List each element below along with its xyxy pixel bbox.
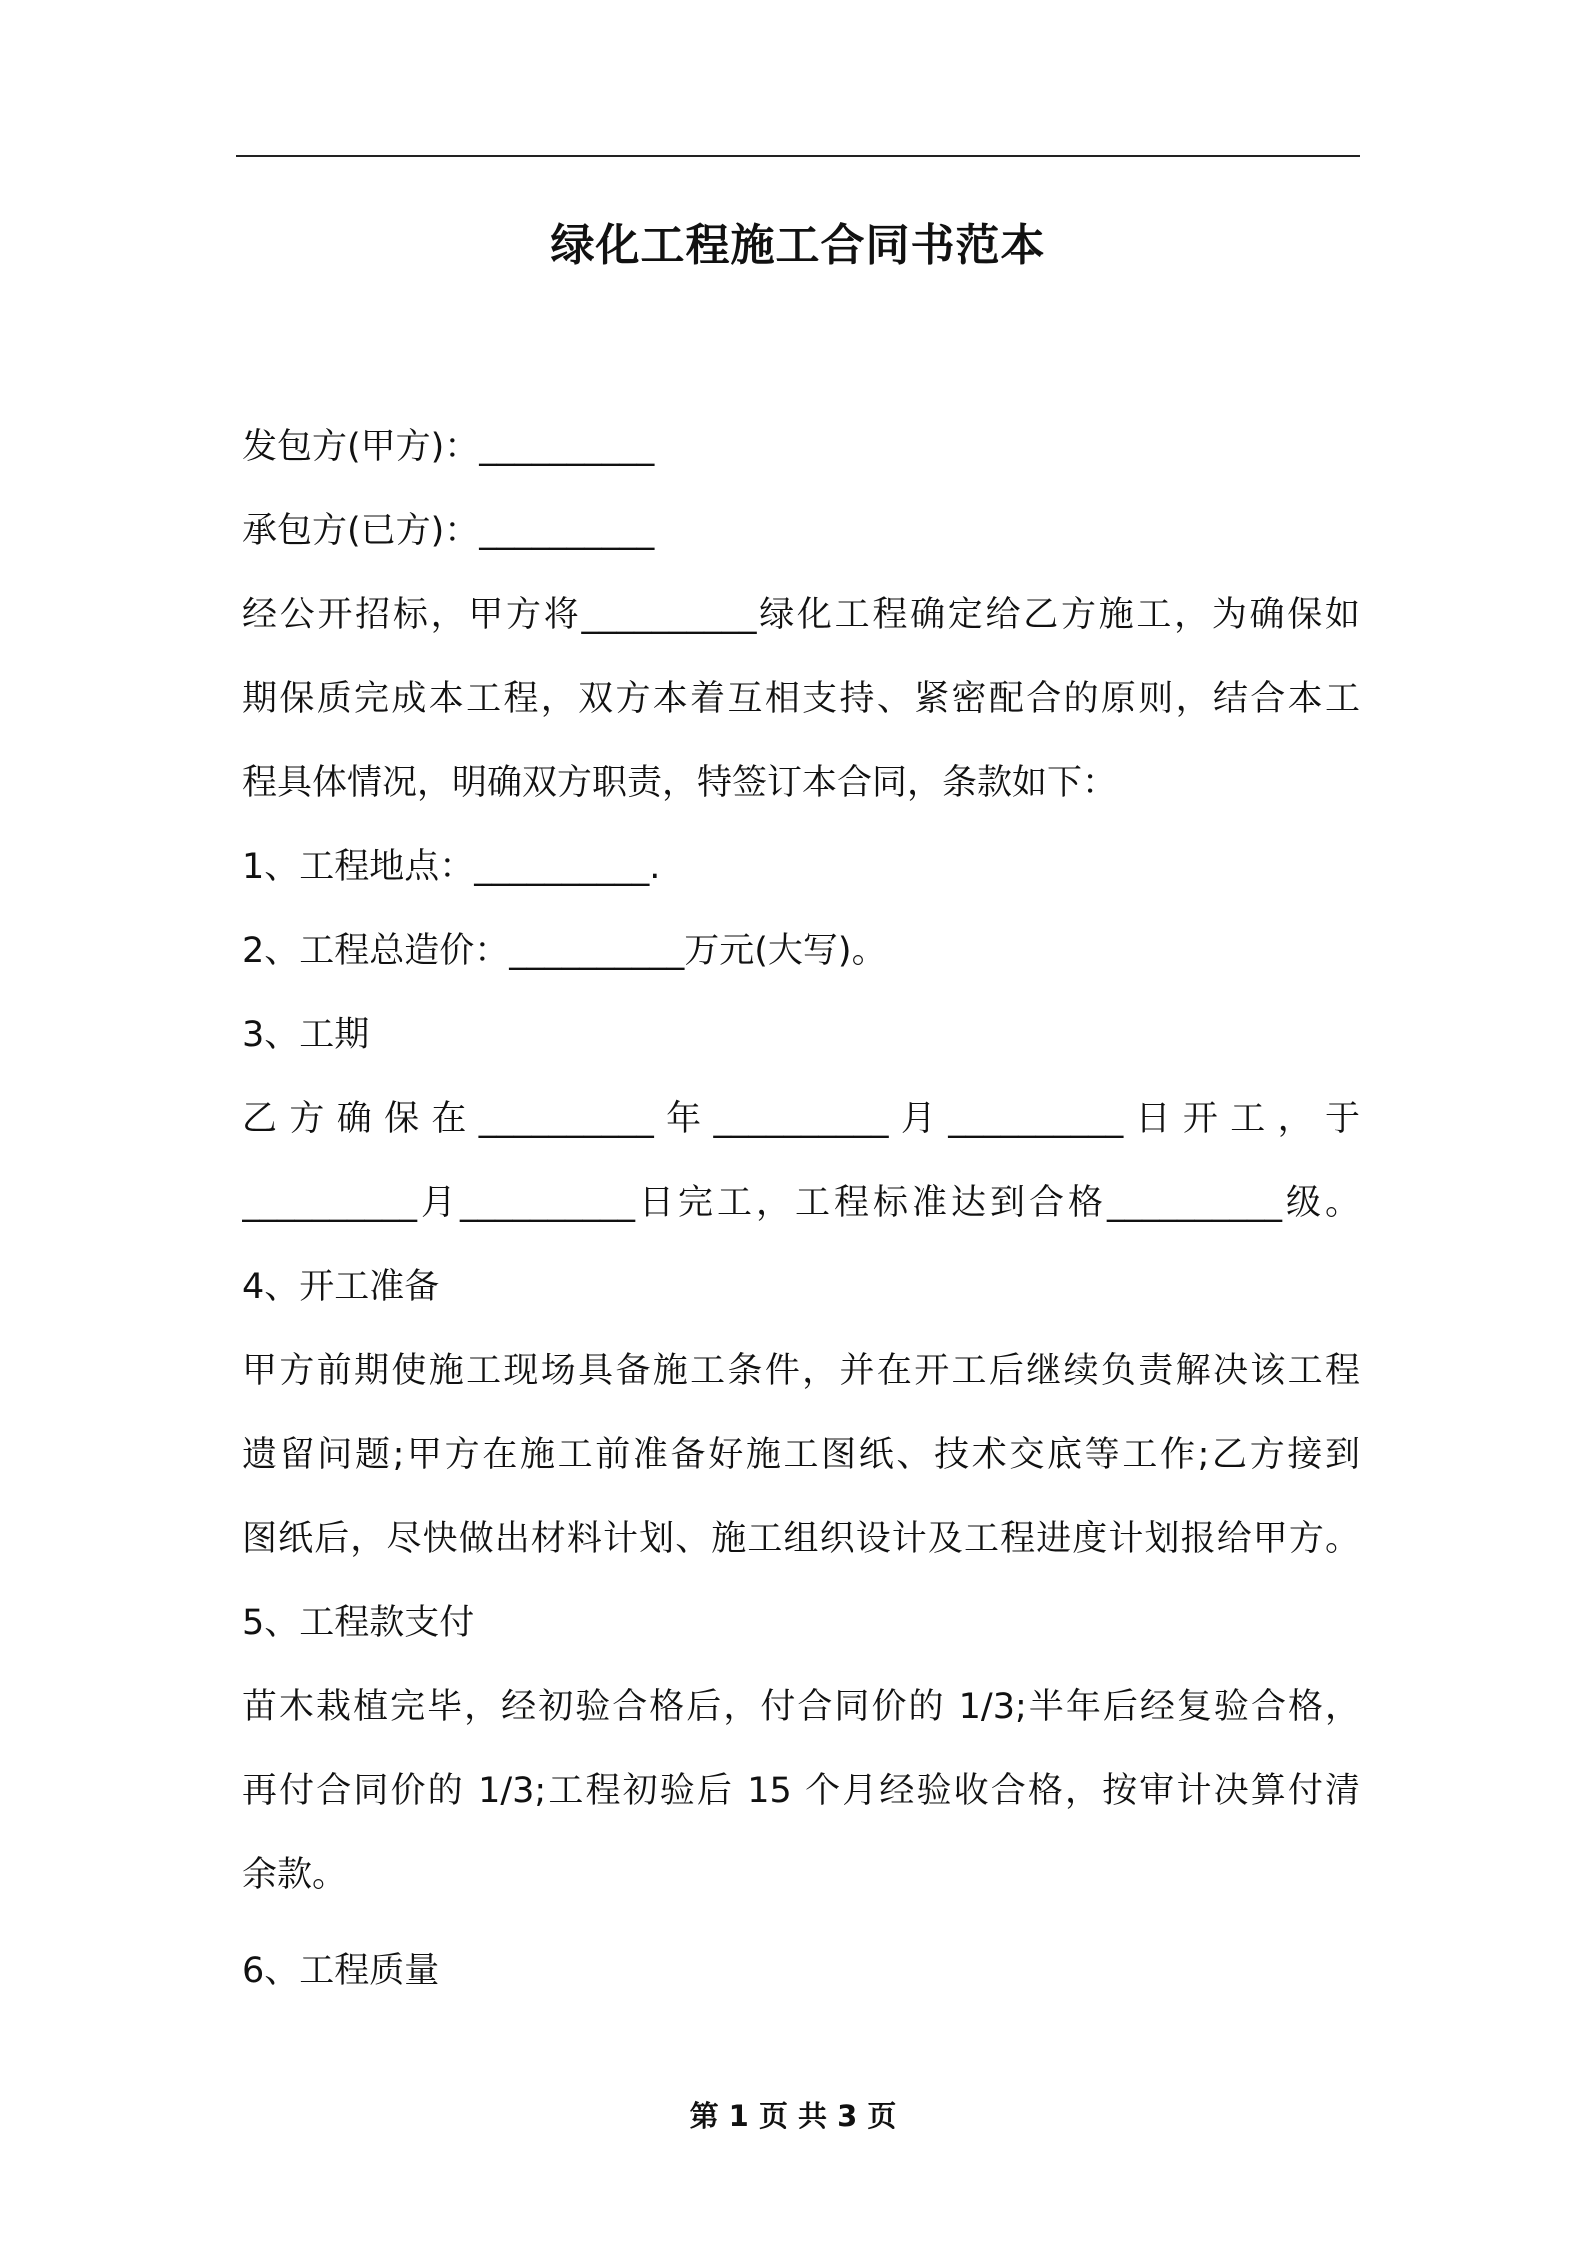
clause-5-text-line: 再付合同价的 1/3;工程初验后 15 个月经验收合格，按审计决算付清 xyxy=(242,1771,1360,1811)
clause-5-text-line: 余款。 xyxy=(242,1855,348,1895)
clause-3-text-line: __________月__________日完工，工程标准达到合格__________级。 xyxy=(242,1183,1360,1223)
clause-5-heading: 5、工程款支付 xyxy=(242,1603,475,1643)
clause-3-heading: 3、工期 xyxy=(242,1015,370,1055)
document-body xyxy=(242,405,1360,2013)
clause-2-total-cost: 2、工程总造价：__________万元(大写)。 xyxy=(242,931,887,971)
intro-paragraph-line: 期保质完成本工程，双方本着互相支持、紧密配合的原则，结合本工 xyxy=(242,679,1360,719)
page-number: 第 1 页 共 3 页 xyxy=(689,2099,897,2133)
clause-1-location: 1、工程地点：__________. xyxy=(242,847,661,887)
clause-4-text-line: 图纸后，尽快做出材料计划、施工组织设计及工程进度计划报给甲方。 xyxy=(242,1519,1360,1559)
clause-4-text-line: 甲方前期使施工现场具备施工条件，并在开工后继续负责解决该工程 xyxy=(242,1351,1360,1391)
intro-paragraph-line: 经公开招标，甲方将__________绿化工程确定给乙方施工，为确保如 xyxy=(242,595,1360,635)
intro-paragraph-line: 程具体情况，明确双方职责，特签订本合同，条款如下： xyxy=(242,763,1118,803)
clause-5-text-line: 苗木栽植完毕，经初验合格后，付合同价的 1/3;半年后经复验合格， xyxy=(242,1687,1360,1727)
clause-6-heading: 6、工程质量 xyxy=(242,1951,440,1991)
clause-4-heading: 4、开工准备 xyxy=(242,1267,440,1307)
party-a-line: 发包方(甲方)：__________ xyxy=(242,427,655,467)
document-title: 绿化工程施工合同书范本 xyxy=(550,220,1046,271)
clause-4-text-line: 遗留问题;甲方在施工前准备好施工图纸、技术交底等工作;乙方接到 xyxy=(242,1435,1360,1475)
clause-3-text-line: 乙方确保在__________年__________月__________日开工，于 xyxy=(242,1099,1360,1139)
header-rule xyxy=(236,155,1360,157)
party-b-line: 承包方(已方)：__________ xyxy=(242,511,655,551)
